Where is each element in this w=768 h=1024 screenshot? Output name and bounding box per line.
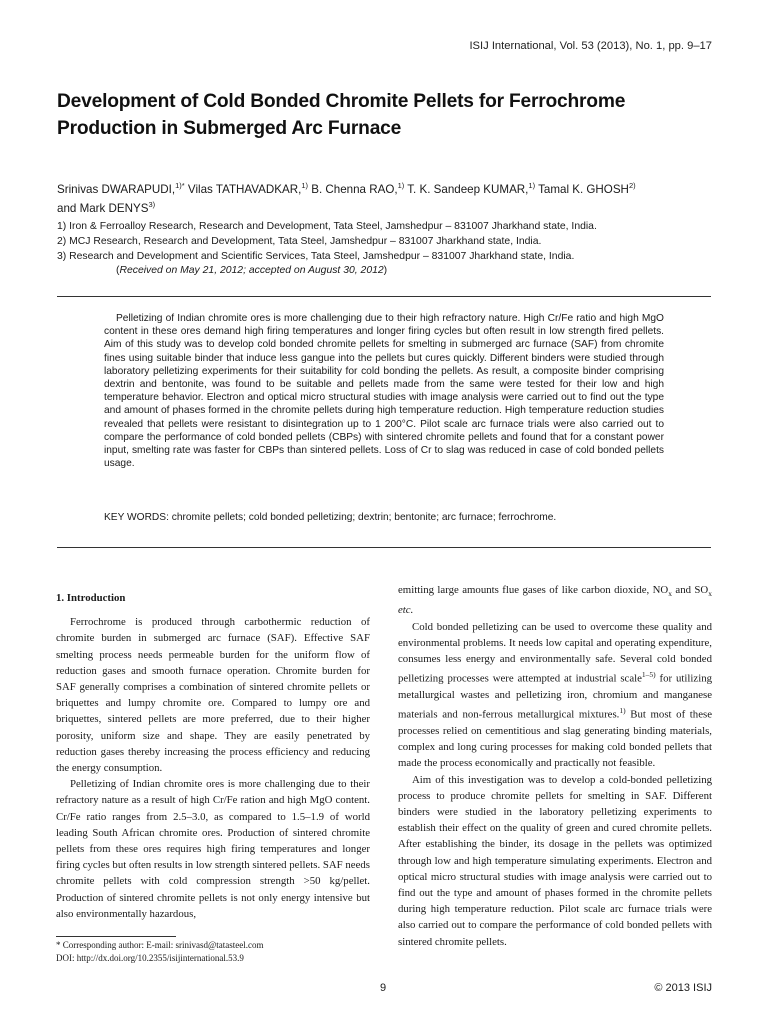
paragraph-text: emitting large amounts flue gases of like carbon dioxide, NO — [398, 584, 669, 596]
author-name: Srinivas DWARAPUDI, — [57, 182, 176, 196]
abstract-bottom-rule — [57, 547, 711, 548]
affiliation: 1) Iron & Ferroalloy Research, Research and Development, Tata Steel, Jamshedpur – 831007 Jharkhand state, India. — [57, 221, 597, 232]
author-affiliation-mark: 1) — [301, 181, 308, 190]
paragraph-text: etc. — [398, 604, 414, 617]
received-text: Received on May 21, 2012; accepted on August 30, 2012 — [119, 265, 384, 276]
author-name: B. Chenna RAO, — [307, 182, 398, 196]
paragraph: Ferrochrome is produced through carbothermic reduction of chromite burden in submerged arc furnace (SAF). Effective SAF smelting process needs permeable burden for the uniform flow of reduction gases and smooth furnace operation. Chromite burden for SAF generally comprises a combination of sintered chromite pellets or briquettes and lumpy chromite ore. Compared to lumpy ore and briquettes, sintered pellets are more preferred, due to their higher porosity, uniform size and shape. They are easily penetrated by reduction gases thereby increasing the process efficiency and reducing the energy consumption. — [56, 616, 370, 775]
abstract-top-rule — [57, 296, 711, 297]
corresponding-author-note: * Corresponding author: E-mail: srinivasd@tatasteel.com — [56, 940, 264, 950]
affiliation: 2) MCJ Research, Research and Development, Tata Steel, Jamshedpur – 831007 Jharkhand state, India. — [57, 236, 542, 247]
author-name: and Mark DENYS — [57, 202, 149, 216]
left-column — [56, 582, 370, 922]
affiliation-list — [57, 219, 717, 264]
affiliation: 3) Research and Development and Scientific Services, Tata Steel, Jamshedpur – 831007 Jharkhand state, India. — [57, 251, 575, 262]
author-affiliation-mark: 2) — [628, 181, 636, 190]
copyright-notice: © 2013 ISIJ — [654, 982, 712, 994]
author-affiliation-mark: 3) — [148, 200, 156, 210]
footnotes — [56, 939, 370, 965]
author-name: Tamal K. GHOSH — [535, 182, 629, 196]
subscript: x — [668, 589, 672, 599]
paragraph-text: But most of these processes relied on cementitious and slag generating binding materials, complex and long curing processes for making cold bonded pellets that made the process economically and practically not feasible. — [398, 708, 712, 770]
paper-title: Development of Cold Bonded Chromite Pellets for Ferrochrome Production in Submerged Arc Furnace — [57, 91, 626, 139]
keywords: KEY WORDS: chromite pellets; cold bonded pelletizing; dextrin; bentonite; arc furnace; ferrochrome. — [104, 512, 557, 523]
section-heading: 1. Introduction — [56, 592, 126, 604]
author-affiliation-mark: 1) — [528, 181, 536, 190]
journal-reference: ISIJ International, Vol. 53 (2013), No. 1, pp. 9–17 — [469, 40, 712, 52]
right-column — [398, 582, 712, 950]
author-name: Vilas TATHAVADKAR, — [184, 182, 302, 196]
doi-note: DOI: http://dx.doi.org/10.2355/isijinternational.53.9 — [56, 953, 244, 963]
author-affiliation-mark: 1)* — [175, 181, 185, 190]
footnote-rule — [56, 936, 176, 937]
subscript: x — [708, 589, 712, 599]
page-number: 9 — [380, 982, 387, 994]
paragraph-text: Cold bonded pelletizing can be used to overcome these quality and environmental problems. It needs low capital and operating expenditure, consumes less energy and environmentally safe. Several cold bonded pelletizing processes were attempted at industrial scale — [398, 620, 712, 685]
citation-ref: 1) — [619, 706, 626, 716]
paragraph: Aim of this investigation was to develop a cold-bonded pelletizing process to produce chromite pellets for smelting in SAF. Different binders were studied in the laboratory pelletizing experiments to establish their effect on the quality of green and cured chromite pellets. After establishing the binder, its dosage in the pellets was optimized through low and high temperature simulating experiments. Electron and optical micro structural studies with image analysis were carried out to find out the type and amount of phases formed in the chromite pellets during high temperature reduction. Pilot scale arc furnace trials were also carried out to compare the performance of cold bonded pellets with sintered chromite pellets. — [398, 773, 712, 948]
abstract: Pelletizing of Indian chromite ores is more challenging due to their high refractory nature. High Cr/Fe ratio and high MgO content in these ores demand high firing temperatures and longer firing cycles but often result in low strength fired pellets. Aim of this study was to develop cold bonded chromite pellets for smelting in submerged arc furnace (SAF) from chromite fines using suitable binder that induce less gangue into the pellets but cures quickly. Different binders were studied through laboratory pelletizing experiments for their suitability for cold bonding the pellets. As result, a composite binder comprising dextrin and bentonite, was found to be suitable and pellets made from the same were tested for their low and high temperature behavior. Electron and optical micro structural studies with image analysis were carried out to find out the type and amount of phases formed in the chromite pellets during high temperature reduction. High temperature reduction studies revealed that pellets were resistant to disintegration up to 1 200°C. Pilot scale arc furnace trials were also carried out to compare the performance of cold bonded pellets (CBPs) with sintered chromite pellets and found that for a constant power input, smelting rate was faster for CBPs than sintered pellets. Loss of Cr to slag was reduced in case of cold bonded pellets usage. — [104, 313, 664, 470]
received-dates: (Received on May 21, 2012; accepted on August 30, 2012) — [116, 265, 388, 276]
paragraph: Pelletizing of Indian chromite ores is more challenging due to their refractory nature as a result of high Cr/Fe ration and high MgO content. Cr/Fe ratio ranges from 2.5–3.0, as compared to 1.5–1.9 of world leading South African chromite ores. Production of sintered chromite pellets from these ores requires high firing temperatures and longer firing cycles but often results in low strength sintered pellets. SAF needs chromite pellets with cold compression strength >50 kg/pellet. Production of sintered chromite pellets is not only energy intensive but also environmentally hazardous, — [56, 778, 370, 920]
paragraph-text: and SO — [671, 584, 709, 596]
paragraph — [398, 582, 712, 619]
paragraph — [398, 619, 712, 772]
author-list — [57, 178, 717, 217]
author-affiliation-mark: 1) — [397, 181, 405, 190]
author-name: T. K. Sandeep KUMAR, — [404, 182, 529, 196]
citation-ref: 1–5) — [641, 670, 656, 680]
paragraph-text: for utilizing metallurgical wastes and pelletizing iron, chromium and manganese materials and non-ferrous metallurgical mixtures. — [398, 672, 713, 721]
